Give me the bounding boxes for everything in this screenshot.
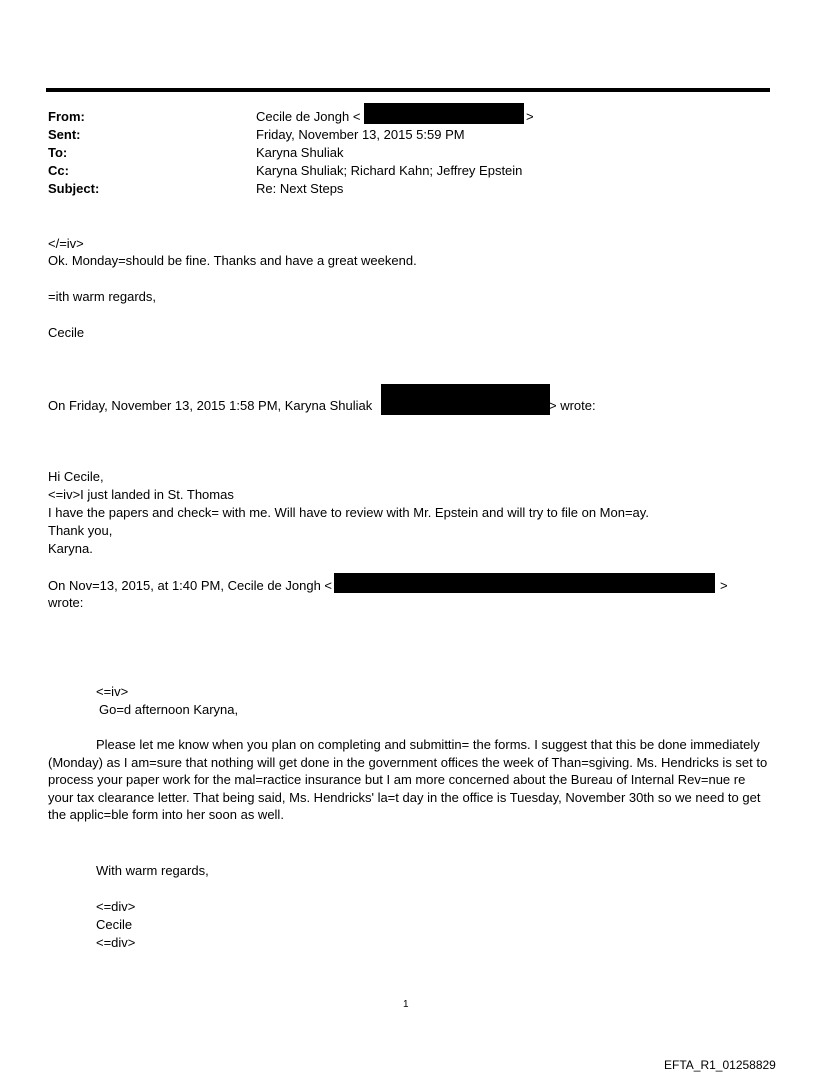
- subject-label: Subject:: [48, 181, 100, 196]
- subject-value: Re: Next Steps: [256, 181, 344, 196]
- quote2-header-wrote: wrote:: [48, 595, 84, 610]
- reply-tag: </=iv>: [48, 236, 84, 251]
- reply-body: Ok. Monday=should be fine. Thanks and have a great weekend.: [48, 253, 417, 268]
- from-close-bracket: >: [526, 109, 534, 124]
- quote2-div-tag: <=div>: [96, 899, 136, 914]
- from-label: From:: [48, 109, 85, 124]
- redaction-box: [364, 103, 524, 124]
- quote1-header: On Friday, November 13, 2015 1:58 PM, Karyna Shuliak: [48, 398, 373, 413]
- quote2-greeting: Go=d afternoon Karyna,: [99, 702, 239, 717]
- header-rule: [46, 88, 770, 92]
- quote2-signature: Cecile: [96, 917, 133, 932]
- sent-value: Friday, November 13, 2015 5:59 PM: [256, 127, 465, 142]
- reply-signature: Cecile: [48, 325, 85, 340]
- quote1-line: Karyna.: [48, 541, 93, 556]
- quote1-greeting: Hi Cecile,: [48, 469, 104, 484]
- quote1-line: Thank you,: [48, 523, 113, 538]
- page-number: 1: [403, 999, 409, 1010]
- quote1-header-wrote: > wrote:: [549, 398, 596, 413]
- redaction-box: [381, 384, 550, 415]
- quote2-div-tag: <=div>: [96, 935, 136, 950]
- quote1-line: I have the papers and check= with me. Will have to review with Mr. Epstein and will try to file on Mon=ay.: [48, 505, 649, 520]
- quote2-regards: With warm regards,: [96, 863, 209, 878]
- document-id: EFTA_R1_01258829: [664, 1058, 776, 1072]
- cc-label: Cc:: [48, 163, 69, 178]
- to-label: To:: [48, 145, 68, 160]
- quote2-tag: <=iv>: [96, 684, 129, 699]
- redaction-box: [334, 573, 715, 593]
- quote1-line: <=iv>I just landed in St. Thomas: [48, 487, 234, 502]
- cc-value: Karyna Shuliak; Richard Kahn; Jeffrey Epstein: [256, 163, 523, 178]
- quote2-paragraph: Please let me know when you plan on completing and submittin= the forms. I suggest that this be done immediately (Monday) as I am=sure that nothing will get done in the government offices the week of Than=sgiving. Ms. Hendricks is set to process your paper work for the mal=ractice insurance but I am more concerned about the Bureau of Internal Rev=nue re your tax clearance letter. That being said, Ms. Hendricks' la=t day in the office is Tuesday, November 30th so we need to get the applic=ble form into her soon as well.: [48, 737, 768, 822]
- quote2-header-close: >: [720, 578, 728, 593]
- reply-regards: =ith warm regards,: [48, 289, 157, 304]
- quote2-header: On Nov=13, 2015, at 1:40 PM, Cecile de Jongh <: [48, 578, 333, 593]
- from-value: Cecile de Jongh <: [256, 109, 361, 124]
- to-value: Karyna Shuliak: [256, 145, 344, 160]
- sent-label: Sent:: [48, 127, 81, 142]
